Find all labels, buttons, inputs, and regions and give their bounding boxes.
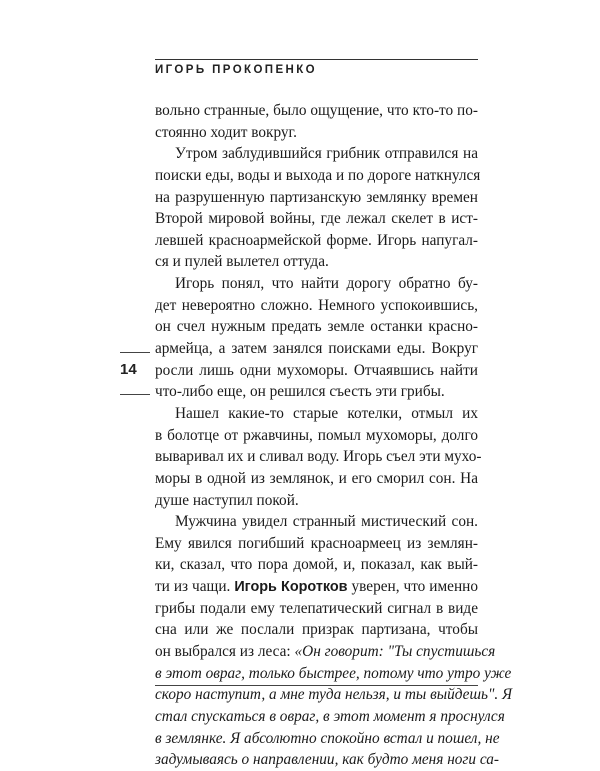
quote-line: в этот овраг, только быстрее, потому что утро уже [155, 664, 512, 682]
text-line: Ему явился погибший красноармеец из землян- [155, 534, 478, 552]
quote-line: скоро наступит, а мне туда нельзя, и ты выйдешь". Я [155, 686, 513, 704]
text-line: ки, сказал, что пора домой, и, показал, как вый- [155, 556, 478, 574]
text-line: вываривал их и сливал воду. Игорь съел эти мухо- [155, 448, 482, 466]
text-line: сна или же послали призрак партизана, чтобы [155, 621, 478, 639]
text-line: что-либо еще, он решился съесть эти грибы. [155, 383, 445, 401]
text-line: на разрушенную партизанскую землянку времен [155, 188, 478, 206]
text-line: левшей красноармейской форме. Игорь напугал- [155, 231, 478, 249]
text-line: Игорь понял, что найти дорогу обратно бу- [175, 275, 478, 293]
running-head: ИГОРЬ ПРОКОПЕНКО [155, 64, 318, 76]
quote-text: «Он говорит: "Ты спустишься [294, 643, 496, 661]
text-line: росли лишь одни мухоморы. Отчаявшись найти [155, 361, 478, 379]
quote-line: в землянке. Я абсолютно спокойно встал и пошел, не [155, 729, 500, 747]
page-number: 14 [120, 361, 137, 378]
footer-rule [155, 685, 478, 686]
header-rule [155, 59, 478, 60]
page-number-rule-top [120, 352, 150, 353]
text-line: грибы подали ему телепатический сигнал в виде [155, 599, 478, 617]
text-segment: ти из чащи. [155, 578, 231, 596]
text-segment: уверен, что именно [347, 578, 478, 596]
text-line [155, 641, 496, 663]
text-line: он счел нужным предать земле останки красно- [155, 318, 478, 336]
person-name: Игорь Коротков [234, 579, 348, 596]
text-line: стоянно ходит вокруг. [155, 123, 297, 141]
text-line: душе наступил покой. [155, 491, 299, 509]
quote-line: стал спускаться в овраг, в этот момент я проснулся [155, 707, 505, 725]
body-text [155, 100, 513, 771]
page-number-rule-bottom [120, 394, 150, 395]
text-line: моры в одной из землянок, и его сморил сон. На [155, 469, 478, 487]
text-line: ся и пулей вылетел оттуда. [155, 253, 329, 271]
text-line: вольно странные, было ощущение, что кто-то по- [155, 102, 478, 119]
quote-line: задумываясь о направлении, как будто меня ноги са- [155, 751, 500, 769]
text-segment: он выбрался из леса: [155, 643, 295, 661]
text-line: в болотце от ржавчины, помыл мухоморы, долго [155, 426, 478, 444]
text-line: Второй мировой войны, где лежал скелет в ист- [155, 210, 478, 228]
text-line: поиски еды, воды и выхода и по дороге наткнулся [155, 166, 481, 184]
text-line: Мужчина увидел странный мистический сон. [175, 513, 478, 531]
text-line: дет невероятно сложно. Немного успокоившись, [155, 296, 478, 314]
text-line [155, 576, 478, 598]
text-line: Нашел какие-то старые котелки, отмыл их [175, 404, 478, 422]
text-line: Утром заблудившийся грибник отправился на [175, 145, 478, 163]
text-line: армейца, а затем занялся поисками еды. Вокруг [155, 340, 478, 358]
